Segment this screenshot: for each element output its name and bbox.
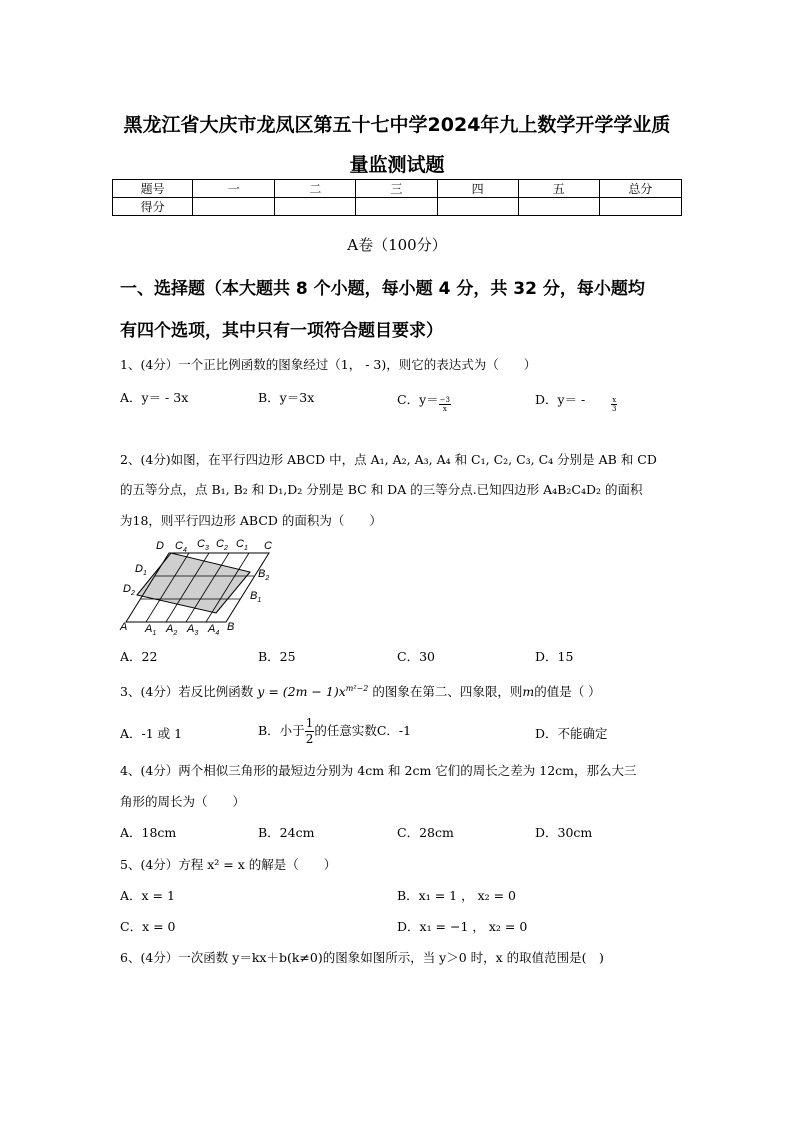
q1-option-a: A．y＝ - 3x [120,390,189,405]
q5-option-b: B．x₁ = 1 ， x₂ = 0 [397,888,517,903]
score-header-cell: 四 [437,180,518,198]
label-D1 [135,563,147,577]
q2-option-d: D．15 [535,649,574,664]
fraction-denominator: 3 [612,405,617,413]
q3-option-b [258,716,411,747]
label-A1 [144,623,156,637]
q4-option-d: D．30cm [535,825,593,840]
fraction-denominator: x [442,405,447,413]
label-A2 [165,623,177,637]
q4-option-a: A．18cm [120,825,177,840]
score-cell [599,198,681,216]
q2-option-a: A．22 [120,649,158,664]
label-letter: A [187,623,195,635]
q1-option-c-fraction [439,396,451,413]
q3-stem [120,682,601,700]
label-letter: B [258,568,266,580]
score-row-label: 得分 [113,198,193,216]
label-letter: B [250,590,258,602]
q3-formula-exponent: m²−2 [345,683,369,693]
score-header-cell: 题号 [113,180,193,198]
q2-option-c: C．30 [397,649,435,664]
q5-stem: 5、(4分）方程 x² = x 的解是（ ） [120,857,337,872]
label-letter: C [197,538,205,550]
q3-formula: y = (2m − 1)x [257,684,346,699]
label-subscript: 1 [152,630,157,637]
score-cell [356,198,437,216]
q3-option-b-suffix: 的任意实数 [314,723,377,738]
score-cell [275,198,356,216]
score-header-cell: 总分 [599,180,681,198]
score-header-cell: 三 [356,180,437,198]
q1-option-d [535,388,617,413]
label-letter: A [166,623,174,635]
q2-option-b: B．25 [258,649,296,664]
q3-stem-end: 的值是（ ） [534,684,601,699]
score-cell [518,198,599,216]
q1-option-d-prefix: D．y＝ - [535,392,586,407]
q3-variable: m [522,684,535,699]
q5-option-a: A．x = 1 [120,888,175,903]
label-subscript: 3 [204,545,209,552]
q5-option-c: C．x = 0 [120,919,176,934]
label-C4 [175,540,187,554]
label-B1 [250,590,261,604]
shaded-quadrilateral [137,553,250,613]
q1-option-c-prefix: C．y＝ [397,392,439,407]
label-subscript: 1 [142,570,147,577]
score-header-cell: 二 [275,180,356,198]
q3-stem-suffix: 的图象在第二、四象限，则 [372,684,523,699]
q2-line-1: 2、(4分)如图，在平行四边形 ABCD 中，点 A₁, A₂, A₃, A₄ 和 C₁, C₂, C₃, C₄ 分别是 AB 和 CD [120,452,657,467]
section-heading: A卷（100分） [347,236,447,254]
q4-line-2: 角形的周长为（ ） [120,794,246,809]
fraction-numerator: 1 [305,716,314,730]
score-cell [437,198,518,216]
fraction-numerator: x [612,396,617,404]
label-B: B [227,621,235,633]
q1-option-b: B．y＝3x [258,390,315,405]
q1-option-d-fraction [611,396,617,413]
label-subscript: 2 [265,575,270,582]
q3-option-a: A．-1 或 1 [120,726,183,741]
q3-option-b-fraction [305,716,315,747]
label-subscript: 2 [130,590,135,597]
q5-option-d: D．x₁ = −1 ， x₂ = 0 [397,919,528,934]
label-subscript: 1 [257,597,262,604]
label-subscript: 2 [223,545,228,552]
score-header-cell: 五 [518,180,599,198]
label-C: C [264,540,272,552]
score-cell [193,198,275,216]
q3-stem-prefix: 3、(4分）若反比例函数 [120,684,254,699]
part-heading-line-1: 一、选择题（本大题共 8 个小题，每小题 4 分，共 32 分，每小题均 [120,279,645,299]
q1-option-c [397,388,451,413]
q2-line-3: 为18，则平行四边形 ABCD 的面积为（ ） [120,513,382,528]
q4-option-b: B．24cm [258,825,315,840]
q1-stem: 1、(4分）一个正比例函数的图象经过（1， - 3)，则它的表达式为（ ） [120,357,537,372]
parallelogram-figure [115,535,285,640]
fraction-denominator: 2 [305,732,314,746]
label-letter: C [216,538,224,550]
label-D: D [156,540,164,552]
q3-option-d: D．不能确定 [535,726,608,741]
score-table [112,179,682,216]
q2-line-2: 的五等分点，点 B₁, B₂ 和 D₁,D₂ 分别是 BC 和 DA 的三等分点.已知四边形 A₄B₂C₄D₂ 的面积 [120,482,643,497]
label-letter: A [145,623,153,635]
title-line-1: 黑龙江省大庆市龙凤区第五十七中学2024年九上数学开学学业质 [123,114,671,136]
score-table-score-row [113,198,682,216]
label-A3 [186,623,198,637]
label-subscript: 2 [173,630,178,637]
label-subscript: 1 [243,545,248,552]
fraction-numerator: −3 [439,396,450,404]
label-letter: C [175,540,183,552]
q4-option-c: C．28cm [397,825,454,840]
label-B2 [258,568,269,582]
label-letter: D [123,583,131,595]
label-letter: C [236,538,244,550]
q4-line-1: 4、(4分）两个相似三角形的最短边分别为 4cm 和 2cm 它们的周长之差为 12cm，那么大三 [120,763,637,778]
label-subscript: 4 [182,547,187,554]
part-heading-line-2: 有四个选项，其中只有一项符合题目要求） [120,321,443,341]
title-line-2: 量监测试题 [349,154,445,176]
q3-option-b-prefix: B．小于 [258,723,305,738]
label-letter: D [135,563,143,575]
score-header-cell: 一 [193,180,275,198]
label-D2 [123,583,135,597]
label-A4 [207,623,219,637]
label-subscript: 4 [215,630,220,637]
score-table-header-row [113,180,682,198]
label-C1 [236,538,248,552]
label-letter: A [208,623,216,635]
label-C3 [197,538,209,552]
label-C2 [216,538,228,552]
q6-stem: 6、(4分）一次函数 y＝kx＋b(k≠0)的图象如图所示，当 y＞0 时，x 的取值范围是( ) [120,950,604,965]
q3-option-c: C．-1 [376,723,412,738]
label-subscript: 3 [194,630,199,637]
label-A: A [120,621,128,633]
